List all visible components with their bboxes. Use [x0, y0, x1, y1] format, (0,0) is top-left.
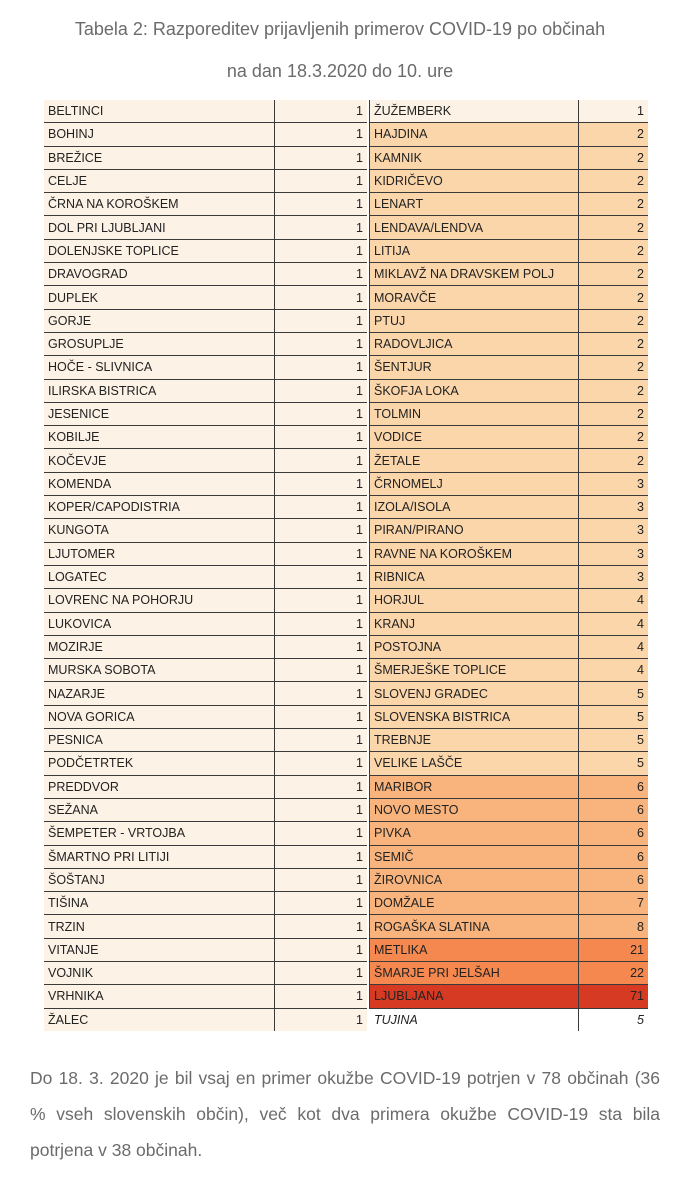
- municipality-name: TREBNJE: [370, 729, 579, 752]
- case-count: 1: [274, 775, 367, 798]
- municipality-name: KRANJ: [370, 612, 579, 635]
- municipality-name: DOLENJSKE TOPLICE: [44, 239, 274, 262]
- summary-paragraph: Do 18. 3. 2020 je bil vsaj en primer okužbe COVID-19 potrjen v 78 občinah (36 % vseh slovenskih občin), več kot dva primera okužbe COVID-19 sta bila potrjena v 38 občinah.: [30, 1068, 660, 1160]
- municipality-name: MORAVČE: [370, 286, 579, 309]
- municipality-name: MARIBOR: [370, 775, 579, 798]
- municipality-name: BREŽICE: [44, 146, 274, 169]
- municipality-name: ŠMERJEŠKE TOPLICE: [370, 659, 579, 682]
- table-row: [370, 589, 649, 612]
- case-count: 2: [579, 193, 649, 216]
- case-count: 1: [274, 682, 367, 705]
- table-row: [370, 612, 649, 635]
- municipality-name: KOMENDA: [44, 472, 274, 495]
- table-row: [370, 193, 649, 216]
- case-count: 5: [579, 729, 649, 752]
- municipality-name: ŽETALE: [370, 449, 579, 472]
- case-count: 2: [579, 169, 649, 192]
- table-row: [44, 729, 367, 752]
- municipality-name: METLIKA: [370, 938, 579, 961]
- table-row: [44, 332, 367, 355]
- table-row: [44, 1008, 367, 1031]
- case-count: 6: [579, 822, 649, 845]
- table-row: [44, 868, 367, 891]
- case-count: 1: [274, 729, 367, 752]
- municipality-name: DRAVOGRAD: [44, 263, 274, 286]
- case-count: 6: [579, 845, 649, 868]
- case-count: 1: [274, 985, 367, 1008]
- table-row: [44, 961, 367, 984]
- table-row: [44, 612, 367, 635]
- case-count: 8: [579, 915, 649, 938]
- table-row: [44, 193, 367, 216]
- table-row: [44, 449, 367, 472]
- municipality-name: DUPLEK: [44, 286, 274, 309]
- table-row: [370, 239, 649, 262]
- municipality-name: KIDRIČEVO: [370, 169, 579, 192]
- case-count: 1: [274, 286, 367, 309]
- table-row: [370, 682, 649, 705]
- case-count: 1: [274, 612, 367, 635]
- municipality-name: POSTOJNA: [370, 635, 579, 658]
- table-row: [370, 542, 649, 565]
- municipality-name: BELTINCI: [44, 100, 274, 123]
- municipality-name: GORJE: [44, 309, 274, 332]
- municipality-name: HOČE - SLIVNICA: [44, 356, 274, 379]
- table-row: [44, 309, 367, 332]
- case-count: 1: [274, 332, 367, 355]
- municipality-name: KOČEVJE: [44, 449, 274, 472]
- municipality-name: MOZIRJE: [44, 635, 274, 658]
- municipality-name: KUNGOTA: [44, 519, 274, 542]
- case-count: 1: [274, 216, 367, 239]
- table-row: [370, 519, 649, 542]
- case-count: 5: [579, 752, 649, 775]
- case-count: 1: [274, 123, 367, 146]
- municipality-name: VODICE: [370, 426, 579, 449]
- municipality-name: VRHNIKA: [44, 985, 274, 1008]
- case-count: 1: [274, 565, 367, 588]
- municipality-name: VOJNIK: [44, 961, 274, 984]
- table-row: [44, 519, 367, 542]
- case-count: 1: [274, 402, 367, 425]
- table-row: [44, 402, 367, 425]
- table-row: [370, 263, 649, 286]
- municipality-name: MIKLAVŽ NA DRAVSKEM POLJ: [370, 263, 579, 286]
- case-count: 6: [579, 775, 649, 798]
- municipality-name: KAMNIK: [370, 146, 579, 169]
- municipality-name: VITANJE: [44, 938, 274, 961]
- table-row: [370, 961, 649, 984]
- case-count: 1: [274, 239, 367, 262]
- municipality-name: SLOVENJ GRADEC: [370, 682, 579, 705]
- case-count: 2: [579, 263, 649, 286]
- table-row: [370, 892, 649, 915]
- case-count: 1: [274, 1008, 367, 1031]
- table-row: [370, 915, 649, 938]
- municipality-name: SLOVENSKA BISTRICA: [370, 705, 579, 728]
- case-count: 1: [274, 915, 367, 938]
- municipality-name: PESNICA: [44, 729, 274, 752]
- municipality-name: HORJUL: [370, 589, 579, 612]
- case-count: 71: [579, 985, 649, 1008]
- table-row: [44, 682, 367, 705]
- table-row: [370, 123, 649, 146]
- municipality-name: NOVO MESTO: [370, 798, 579, 821]
- table-row: [370, 286, 649, 309]
- table-caption: [0, 8, 680, 92]
- case-count: 4: [579, 635, 649, 658]
- table-row: [370, 472, 649, 495]
- municipality-name: JESENICE: [44, 402, 274, 425]
- table-row: [44, 845, 367, 868]
- table-row: [370, 309, 649, 332]
- case-count: 1: [274, 263, 367, 286]
- table-row: [44, 426, 367, 449]
- municipality-name: GROSUPLJE: [44, 332, 274, 355]
- case-count: 2: [579, 379, 649, 402]
- case-count: 2: [579, 426, 649, 449]
- case-count: 3: [579, 496, 649, 519]
- case-count: 1: [274, 798, 367, 821]
- table-row: [44, 146, 367, 169]
- municipality-name: IZOLA/ISOLA: [370, 496, 579, 519]
- table-row: [44, 472, 367, 495]
- case-count: 2: [579, 309, 649, 332]
- municipality-name: TOLMIN: [370, 402, 579, 425]
- table-row: [44, 775, 367, 798]
- case-count: 4: [579, 659, 649, 682]
- case-count: 1: [274, 519, 367, 542]
- municipality-name: PODČETRTEK: [44, 752, 274, 775]
- caption-line-1: Tabela 2: Razporeditev prijavljenih primerov COVID-19 po občinah: [74, 19, 606, 39]
- table-row: [370, 659, 649, 682]
- municipality-name: MURSKA SOBOTA: [44, 659, 274, 682]
- left-municipality-table: [44, 100, 367, 1031]
- municipality-name: ILIRSKA BISTRICA: [44, 379, 274, 402]
- case-count: 2: [579, 449, 649, 472]
- caption-line-2: na dan 18.3.2020 do 10. ure: [226, 61, 454, 81]
- case-count: 6: [579, 798, 649, 821]
- case-count: 1: [274, 496, 367, 519]
- case-count: 4: [579, 612, 649, 635]
- table-row: [370, 1008, 649, 1031]
- table-row: [370, 565, 649, 588]
- municipality-name: KOBILJE: [44, 426, 274, 449]
- table-row: [370, 938, 649, 961]
- municipality-name: SEŽANA: [44, 798, 274, 821]
- case-count: 1: [274, 379, 367, 402]
- table-row: [370, 752, 649, 775]
- municipality-name: NAZARJE: [44, 682, 274, 705]
- table-row: [370, 729, 649, 752]
- municipality-name: RIBNICA: [370, 565, 579, 588]
- case-count: 3: [579, 542, 649, 565]
- table-row: [44, 798, 367, 821]
- table-row: [44, 239, 367, 262]
- case-count: 1: [274, 589, 367, 612]
- table-row: [44, 752, 367, 775]
- municipality-name: TUJINA: [370, 1008, 579, 1031]
- table-row: [370, 426, 649, 449]
- case-count: 1: [274, 635, 367, 658]
- table-row: [44, 123, 367, 146]
- municipality-name: TIŠINA: [44, 892, 274, 915]
- municipality-name: DOL PRI LJUBLJANI: [44, 216, 274, 239]
- table-row: [44, 216, 367, 239]
- municipality-name: ŽUŽEMBERK: [370, 100, 579, 123]
- municipality-name: DOMŽALE: [370, 892, 579, 915]
- case-count: 3: [579, 472, 649, 495]
- municipality-name: LENART: [370, 193, 579, 216]
- table-row: [44, 565, 367, 588]
- case-count: 21: [579, 938, 649, 961]
- case-count: 4: [579, 589, 649, 612]
- table-row: [44, 635, 367, 658]
- case-count: 1: [274, 822, 367, 845]
- municipality-name: RADOVLJICA: [370, 332, 579, 355]
- case-count: 1: [274, 193, 367, 216]
- case-count: 6: [579, 868, 649, 891]
- table-row: [44, 892, 367, 915]
- table-row: [370, 868, 649, 891]
- table-row: [44, 589, 367, 612]
- table-row: [370, 379, 649, 402]
- table-row: [44, 705, 367, 728]
- municipality-name: ŽALEC: [44, 1008, 274, 1031]
- case-count: 1: [274, 146, 367, 169]
- case-count: 1: [274, 938, 367, 961]
- municipality-name: ŠMARJE PRI JELŠAH: [370, 961, 579, 984]
- table-row: [370, 449, 649, 472]
- municipality-name: BOHINJ: [44, 123, 274, 146]
- case-count: 1: [274, 659, 367, 682]
- table-row: [44, 938, 367, 961]
- table-row: [370, 822, 649, 845]
- table-row: [44, 496, 367, 519]
- case-count: 5: [579, 705, 649, 728]
- table-row: [44, 542, 367, 565]
- case-count: 5: [579, 682, 649, 705]
- case-count: 1: [579, 100, 649, 123]
- table-row: [370, 100, 649, 123]
- case-count: 2: [579, 356, 649, 379]
- table-row: [44, 985, 367, 1008]
- table-row: [44, 263, 367, 286]
- case-count: 2: [579, 332, 649, 355]
- case-count: 5: [579, 1008, 649, 1031]
- table-row: [370, 356, 649, 379]
- table-row: [370, 798, 649, 821]
- municipality-name: PREDDVOR: [44, 775, 274, 798]
- table-row: [370, 402, 649, 425]
- case-count: 2: [579, 402, 649, 425]
- table-row: [44, 659, 367, 682]
- case-count: 1: [274, 542, 367, 565]
- table-row: [370, 169, 649, 192]
- table-row: [44, 822, 367, 845]
- table-row: [44, 100, 367, 123]
- municipality-name: LJUBLJANA: [370, 985, 579, 1008]
- municipality-name: HAJDINA: [370, 123, 579, 146]
- municipality-name: LENDAVA/LENDVA: [370, 216, 579, 239]
- municipality-name: NOVA GORICA: [44, 705, 274, 728]
- case-count: 2: [579, 123, 649, 146]
- case-count: 1: [274, 705, 367, 728]
- case-count: 7: [579, 892, 649, 915]
- right-municipality-table: [369, 100, 648, 1031]
- case-count: 3: [579, 519, 649, 542]
- municipality-name: ŠMARTNO PRI LITIJI: [44, 845, 274, 868]
- municipality-name: LITIJA: [370, 239, 579, 262]
- municipality-name: KOPER/CAPODISTRIA: [44, 496, 274, 519]
- municipality-name: LOVRENC NA POHORJU: [44, 589, 274, 612]
- table-row: [370, 216, 649, 239]
- case-count: 1: [274, 309, 367, 332]
- case-count: 1: [274, 892, 367, 915]
- municipality-name: PTUJ: [370, 309, 579, 332]
- case-count: 1: [274, 449, 367, 472]
- municipality-name: RAVNE NA KOROŠKEM: [370, 542, 579, 565]
- municipality-name: CELJE: [44, 169, 274, 192]
- table-row: [44, 286, 367, 309]
- case-count: 3: [579, 565, 649, 588]
- municipality-name: LUKOVICA: [44, 612, 274, 635]
- table-row: [44, 379, 367, 402]
- case-count: 1: [274, 961, 367, 984]
- municipality-name: ŠKOFJA LOKA: [370, 379, 579, 402]
- case-count: 2: [579, 239, 649, 262]
- table-row: [370, 985, 649, 1008]
- case-count: 22: [579, 961, 649, 984]
- case-count: 1: [274, 100, 367, 123]
- table-row: [370, 635, 649, 658]
- municipality-name: LJUTOMER: [44, 542, 274, 565]
- table-row: [370, 496, 649, 519]
- municipality-name: ROGAŠKA SLATINA: [370, 915, 579, 938]
- table-row: [370, 845, 649, 868]
- table-row: [370, 775, 649, 798]
- table-row: [44, 915, 367, 938]
- municipality-name: TRZIN: [44, 915, 274, 938]
- case-count: 1: [274, 169, 367, 192]
- case-count: 1: [274, 845, 367, 868]
- municipality-name: VELIKE LAŠČE: [370, 752, 579, 775]
- municipality-name: ČRNA NA KOROŠKEM: [44, 193, 274, 216]
- municipality-name: ŠOŠTANJ: [44, 868, 274, 891]
- table-row: [370, 705, 649, 728]
- municipality-name: ČRNOMELJ: [370, 472, 579, 495]
- case-count: 1: [274, 752, 367, 775]
- case-count: 2: [579, 146, 649, 169]
- case-count: 1: [274, 356, 367, 379]
- table-row: [44, 169, 367, 192]
- table-row: [370, 332, 649, 355]
- municipality-name: PIRAN/PIRANO: [370, 519, 579, 542]
- case-count: 1: [274, 868, 367, 891]
- case-count: 1: [274, 472, 367, 495]
- table-row: [44, 356, 367, 379]
- case-count: 2: [579, 286, 649, 309]
- case-count: 1: [274, 426, 367, 449]
- municipality-name: ŽIROVNICA: [370, 868, 579, 891]
- municipality-name: PIVKA: [370, 822, 579, 845]
- municipality-name: ŠEMPETER - VRTOJBA: [44, 822, 274, 845]
- municipality-name: ŠENTJUR: [370, 356, 579, 379]
- municipality-name: LOGATEC: [44, 565, 274, 588]
- table-row: [370, 146, 649, 169]
- municipality-name: SEMIČ: [370, 845, 579, 868]
- case-count: 2: [579, 216, 649, 239]
